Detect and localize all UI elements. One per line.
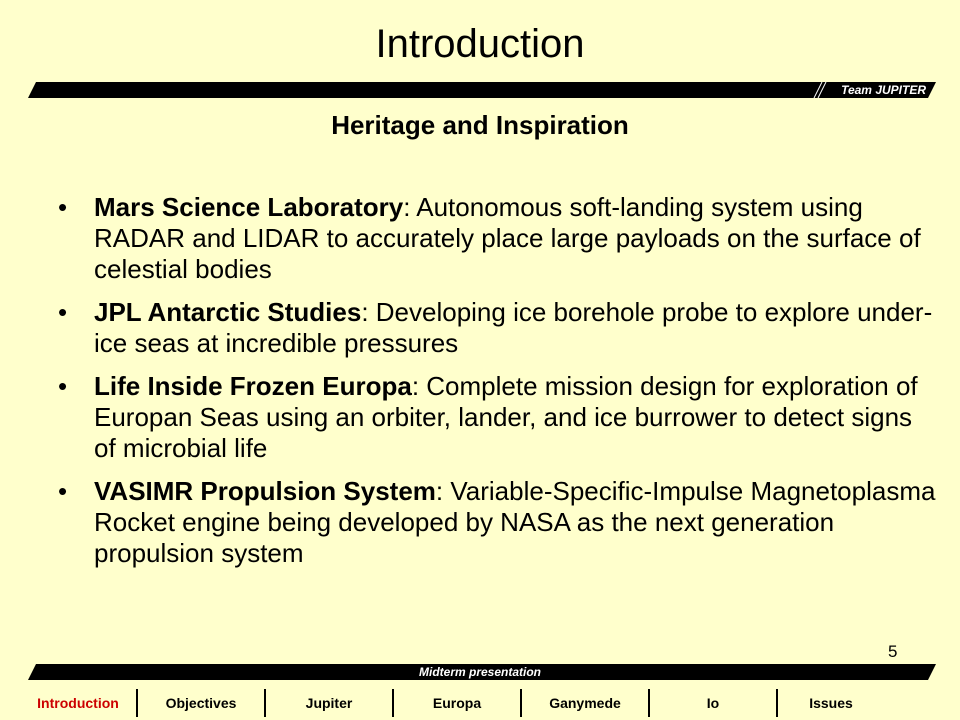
bullet-list xyxy=(58,192,938,581)
bullet-text: : Complete mission design for exploration of Europan Seas using an orbiter, lander, and ice burrower to detect signs of microbial life xyxy=(94,371,918,463)
bullet-item xyxy=(58,297,938,359)
nav-separator xyxy=(392,689,394,717)
nav-jupiter[interactable]: Jupiter xyxy=(305,695,353,711)
nav-introduction[interactable]: Introduction xyxy=(37,695,119,711)
nav-io[interactable]: Io xyxy=(706,695,720,711)
bullet-item xyxy=(58,192,938,285)
nav-separator xyxy=(264,689,266,717)
page-number: 5 xyxy=(888,642,898,661)
bullet-heading: VASIMR Propulsion System xyxy=(94,476,436,506)
team-label: Team JUPITER xyxy=(841,83,926,97)
footer-label: Midterm presentation xyxy=(418,665,541,679)
nav-separator xyxy=(776,689,778,717)
nav-objectives[interactable]: Objectives xyxy=(165,695,237,711)
bullet-dot-icon: • xyxy=(58,297,68,327)
nav-ganymede[interactable]: Ganymede xyxy=(549,695,621,711)
nav-issues[interactable]: Issues xyxy=(809,695,853,711)
section-nav xyxy=(28,688,908,718)
bullet-heading: JPL Antarctic Studies xyxy=(94,297,362,327)
bullet-dot-icon: • xyxy=(58,192,68,222)
bullet-heading: Life Inside Frozen Europa xyxy=(94,371,412,401)
nav-separator xyxy=(136,689,138,717)
bullet-item xyxy=(58,476,938,569)
bullet-text: : Developing ice borehole probe to explore under-ice seas at incredible pressures xyxy=(94,297,933,358)
nav-europa[interactable]: Europa xyxy=(432,695,482,711)
nav-separator xyxy=(520,689,522,717)
bullet-item xyxy=(58,371,938,464)
bullet-text: : Variable-Specific-Impulse Magnetoplasma Rocket engine being developed by NASA as the next generation propulsion system xyxy=(94,476,936,568)
bullet-dot-icon: • xyxy=(58,476,68,506)
bullet-text: : Autonomous soft-landing system using RADAR and LIDAR to accurately place large payloads on the surface of celestial bodies xyxy=(94,192,921,284)
bullet-dot-icon: • xyxy=(58,371,68,401)
header-bar xyxy=(28,82,936,98)
slide-title: Introduction xyxy=(375,22,585,66)
bullet-heading: Mars Science Laboratory xyxy=(94,192,404,222)
nav-separator xyxy=(648,689,650,717)
header-bar-shape xyxy=(28,82,936,98)
slide-subtitle: Heritage and Inspiration xyxy=(331,110,629,140)
